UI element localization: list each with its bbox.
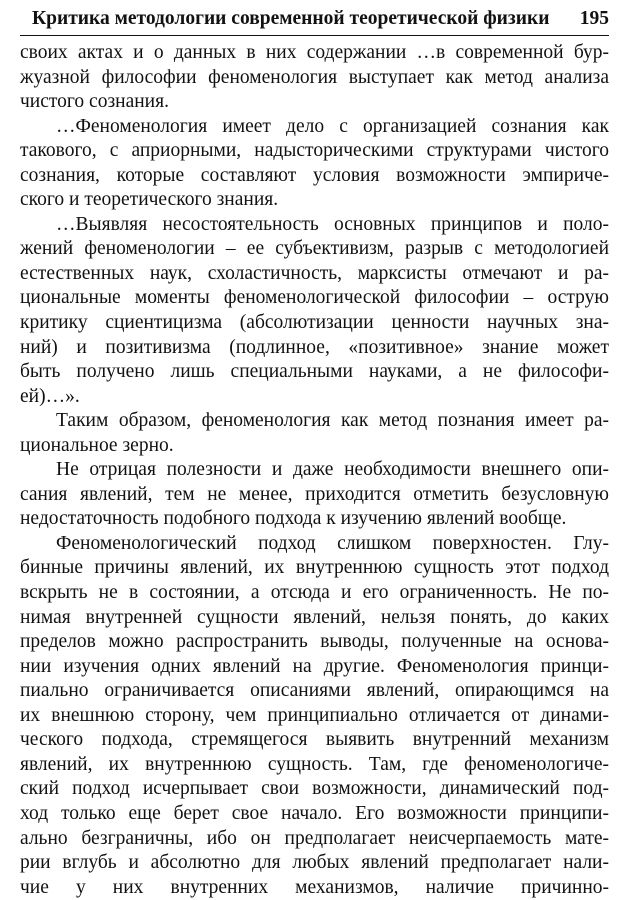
book-page [20, 6, 609, 900]
text-line: ей)…». [20, 385, 80, 407]
text-line: чистого сознания. [20, 91, 169, 113]
text-line: критику сциентицизма (абсолютизации ценности научных зна- [20, 312, 609, 334]
text-line: чие у них внутренних механизмов, наличие причинно- [20, 876, 609, 898]
text-line: сознания, которые составляют условия возможности эмпириче- [20, 164, 609, 186]
text-line: …Феноменология имеет дело с организацией сознания как [56, 115, 609, 137]
text-line: сания явлений, тем не менее, приходится отметить безусловную [20, 483, 609, 505]
text-line: рии вглубь и абсолютно для любых явлений предполагает нали- [20, 852, 609, 874]
text-line: ческого подхода, стремящегося выявить внутренний механизм [20, 729, 609, 751]
text-line: ально безграничны, ибо он предполагает неисчерпаемость мате- [20, 827, 609, 849]
text-line: жений феноменологии – ее субъективизм, разрыв с методологией [20, 238, 609, 260]
text-line: циональные моменты феноменологической философии – острую [20, 287, 609, 309]
body-text [20, 41, 609, 900]
text-line: естественных наук, схоластичность, марксисты отмечают и ра- [20, 262, 609, 284]
text-line: такового, с априорными, надысторическими структурами чистого [20, 140, 609, 162]
text-line: Таким образом, феноменология как метод познания имеет ра- [56, 410, 609, 432]
text-line: ский подход исчерпывает свои возможности, динамический под- [20, 778, 609, 800]
text-line: вскрыть не в состоянии, а отсюда и его ограниченность. Не по- [20, 582, 609, 604]
text-line: быть получено лишь специальными науками, а не философи- [20, 361, 609, 383]
text-line: явлений, их внутреннюю сущность. Там, где феноменологиче- [20, 753, 609, 775]
running-head-title: Критика методологии современной теоретической физики [32, 8, 550, 29]
text-line: бинные причины явлений, их внутреннюю сущность этот подход [20, 557, 609, 579]
text-line: нии изучения одних явлений на другие. Феноменология принци- [20, 655, 609, 677]
text-line: жуазной философии феноменология выступает как метод анализа [20, 66, 609, 88]
text-line: их внешнюю сторону, чем принципиально отличается от динами- [20, 704, 609, 726]
text-line: пиально ограничивается описаниями явлений, опирающимся на [20, 680, 609, 702]
text-line: ний) и позитивизма (подлинное, «позитивное» знание может [20, 336, 609, 358]
text-line: ход только еще берет свое начало. Его возможности принципи- [20, 802, 609, 824]
text-line: Феноменологический подход слишком поверхностен. Глу- [56, 532, 609, 554]
running-head [20, 6, 609, 36]
page-number: 195 [579, 8, 609, 29]
text-line: Не отрицая полезности и даже необходимости внешнего опи- [56, 459, 609, 481]
text-line: ского и теоретического знания. [20, 189, 279, 211]
text-line: циональное зерно. [20, 434, 174, 456]
text-line: пределов можно распространить выводы, полученные на основа- [20, 631, 609, 653]
text-line: недостаточность подобного подхода к изучению явлений вообще. [20, 508, 567, 530]
text-line: нимая внутренней сущности явлений, нельзя понять, до каких [20, 606, 609, 628]
text-line: своих актах и о данных в них содержании …в современной бур- [20, 42, 609, 63]
text-line: …Выявляя несостоятельность основных принципов и поло- [56, 213, 609, 235]
